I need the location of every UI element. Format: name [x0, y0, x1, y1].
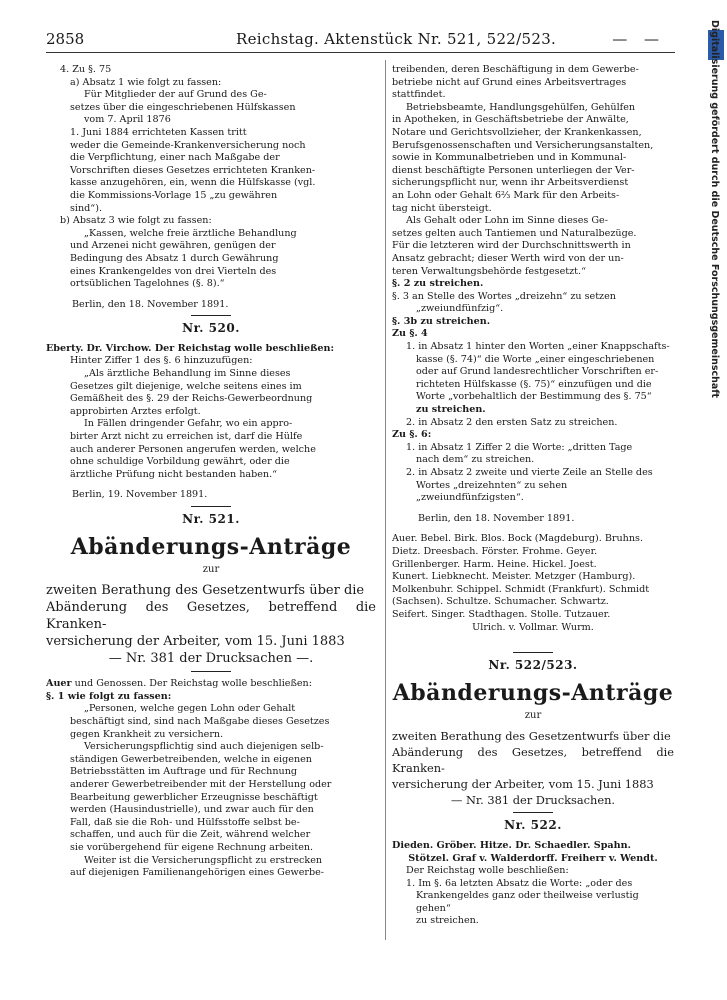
divider [191, 671, 231, 672]
signer-name: Auer [46, 678, 72, 690]
column-divider [385, 60, 386, 940]
subject-line: zweiten Berathung des Gesetzentwurfs über die [392, 729, 671, 744]
text-line: oder auf Grund landesrechtlicher Vorschriften er- [416, 366, 659, 378]
zur-label: zur [202, 563, 220, 575]
signer-line: Ulrich. v. Vollmar. Wurm. [472, 621, 594, 633]
text-line: setzes über die eingeschriebenen Hülfskassen [70, 101, 296, 113]
text-line: ohne schuldige Vorbildung gewährt, oder die [70, 456, 290, 468]
signer-line: Dietz. Dreesbach. Förster. Frohme. Geyer. [392, 545, 598, 557]
section-number: Nr. 520. [182, 321, 240, 336]
header-rule [46, 52, 675, 53]
subject-line: — Nr. 381 der Drucksachen —. [108, 651, 314, 667]
divider [191, 506, 231, 507]
section-title: Abänderungs-Anträge [392, 679, 674, 706]
motion-intro: Dr. Virchow. Der Reichstag wolle beschließen: [86, 342, 335, 354]
divider [513, 652, 553, 653]
text-line: 1. Im §. 6a letzten Absatz die Worte: „oder des [406, 877, 633, 889]
text-line: Betriebsstätten im Auftrage und für Rechnung [70, 766, 298, 778]
text-line: und Arzenei nicht gewähren, genügen der [70, 240, 276, 252]
subject-line: Abänderung des Gesetzes, betreffend die Kranken- [46, 600, 376, 633]
text-line: Vorschriften dieses Gesetzes errichteten Kranken- [70, 164, 316, 176]
text-line: tag nicht übersteigt. [392, 202, 492, 214]
text-line: Für die letzteren wird der Durchschnittswerth in [392, 240, 631, 252]
text-line: approbirten Arztes erfolgt. [70, 405, 201, 417]
page-number: 2858 [46, 30, 85, 48]
text-line: §. 1 wie folgt zu fassen: [46, 690, 172, 702]
subject-line: versicherung der Arbeiter, vom 15. Juni 1883 [392, 777, 654, 792]
text-line: auch anderer Personen angerufen werden, welche [70, 443, 316, 455]
section-title: Abänderungs-Anträge [70, 533, 352, 560]
text-line: auf diejenigen Familienangehörigen eines Gewerbe- [70, 867, 325, 879]
text-line: ständigen Gewerbetreibenden, welche in eigenen [70, 753, 312, 765]
side-note [706, 20, 724, 980]
text-line: ortsüblichen Tagelohnes (§. 8).“ [70, 278, 225, 290]
text-line: an Lohn oder Gehalt 6⅔ Mark für den Arbeits- [392, 189, 620, 201]
text-line: Berufsgenossenschaften und Versicherungsanstalten, [392, 139, 654, 151]
subject-line: zweiten Berathung des Gesetzentwurfs über die [46, 583, 365, 599]
text-line: Wortes „dreizehnten“ zu sehen „zweiundfünfzigsten“. [416, 479, 568, 504]
subject-block [392, 728, 674, 808]
subject-line: versicherung der Arbeiter, vom 15. Juni 1883 [46, 634, 345, 650]
signer-line: Dieden. Gröber. Hitze. Dr. Schaedler. Spahn. [392, 839, 631, 851]
text-line: richteten Hülfskasse (§. 75)“ einzufügen und die [416, 378, 652, 390]
text-line: betriebe nicht auf Grund eines Arbeitsvertrages [392, 76, 627, 88]
text-line: beschäftigt sind, sind nach Maßgabe dieses Gesetzes [70, 715, 330, 727]
signer-line: Seifert. Singer. Stadthagen. Stolle. Tutzauer. [392, 608, 611, 620]
text-line: 2. in Absatz 2 den ersten Satz zu streichen. [406, 416, 618, 428]
text-line: Notare und Gerichtsvollzieher, der Krankenkassen, [392, 126, 642, 138]
text-line: dienst beschäftigte Personen unterliegen der Ver- [392, 164, 635, 176]
text-line: ärztliche Prüfung nicht bestanden haben.“ [70, 468, 278, 480]
text-line: teren Verwaltungsbehörde festgesetzt.“ [392, 265, 586, 277]
text-line: b) Absatz 3 wie folgt zu fassen: [60, 215, 212, 227]
header-title: Reichstag. Aktenstück Nr. 521, 522/523. [236, 30, 557, 48]
text-line: setzes gelten auch Tantiemen und Naturalbezüge. [392, 227, 637, 239]
text-line: sind“). [70, 202, 103, 214]
text-line: treibenden, deren Beschäftigung in dem Gewerbe- [392, 64, 639, 75]
signer-line: Kunert. Liebknecht. Meister. Metzger (Hamburg). [392, 571, 636, 583]
text-line: zu streichen. [416, 915, 479, 927]
text-line: §. 3 an Stelle des Wortes „dreizehn“ zu setzen [392, 290, 616, 302]
divider [191, 315, 231, 316]
text-line: sie vorübergehend für eigene Rechnung arbeiten. [70, 841, 314, 853]
text-line: vom 7. April 1876 [84, 114, 171, 126]
left-column [46, 64, 376, 880]
text-line: Zu §. 6: [392, 429, 432, 441]
text-line: Gemäßheit des §. 29 der Reichs-Gewerbeordnung [70, 393, 313, 405]
signer-line: Grillenberger. Harm. Heine. Hickel. Joest. [392, 558, 597, 570]
subject-line: — Nr. 381 der Drucksachen. [450, 793, 616, 808]
text-line: die Verpflichtung, einer nach Maßgabe der [70, 152, 280, 164]
text-line: „Kassen, welche freie ärztliche Behandlung [84, 227, 297, 239]
right-column [392, 64, 674, 928]
text-line: schaffen, und auch für die Zeit, während welcher [70, 829, 311, 841]
text-line: birter Arzt nicht zu erreichen ist, darf die Hülfe [70, 431, 303, 443]
motion-intro: und Genossen. Der Reichstag wolle beschließen: [74, 678, 312, 690]
text-line: 1. in Absatz 1 Ziffer 2 die Worte: „dritten Tage [406, 441, 633, 453]
text-line: Worte „vorbehaltlich der Bestimmung des §. 75“ [416, 391, 652, 403]
section-number: Nr. 521. [182, 512, 240, 526]
text-line: sicherungspflicht nur, wenn ihr Arbeitsverdienst [392, 177, 629, 189]
text-line: anderer Gewerbetreibender mit der Herstellung oder [70, 778, 332, 790]
text-line: stattfindet. [392, 89, 446, 101]
text-line: Bearbeitung gewerblicher Erzeugnisse beschäftigt [70, 791, 318, 803]
text-line: Als Gehalt oder Lohn im Sinne dieses Ge- [406, 215, 608, 227]
text-line: Weiter ist die Versicherungspflicht zu erstrecken [84, 854, 323, 866]
date-line: Berlin, den 18. November 1891. [418, 512, 575, 524]
text-line: die Kommissions-Vorlage 15 „zu gewähren [70, 189, 278, 201]
text-line: Der Reichstag wolle beschließen: [406, 865, 569, 877]
text-line: Gesetzes gilt diejenige, welche seitens eines im [70, 380, 302, 392]
text-line: „Personen, welche gegen Lohn oder Gehalt [84, 703, 296, 715]
text-line: Hinter Ziffer 1 des §. 6 hinzuzufügen: [70, 355, 253, 367]
text-line: „zweiundfünfzig“. [416, 303, 504, 315]
text-line: §. 3b zu streichen. [392, 315, 491, 327]
text-line: eines Krankengeldes von drei Vierteln des [70, 265, 277, 277]
text-line: 4. Zu §. 75 [60, 64, 112, 75]
signer-line: (Sachsen). Schultze. Schumacher. Schwartz. [392, 596, 609, 608]
text-line: Zu §. 4 [392, 328, 428, 340]
text-line: kasse anzugehören, ein, wenn die Hülfskasse (vgl. [70, 177, 316, 189]
date-line: Berlin, den 18. November 1891. [72, 298, 229, 310]
text-line: Krankengeldes ganz oder theilweise verlustig gehen“ [416, 890, 639, 914]
signer-name: Eberty. [46, 342, 84, 354]
subject-line: Abänderung des Gesetzes, betreffend die Kranken- [392, 745, 674, 776]
text-line: 2. in Absatz 2 zweite und vierte Zeile an Stelle des [406, 467, 653, 478]
text-line: zu streichen. [416, 404, 486, 416]
text-line: 1. in Absatz 1 hinter den Worten „einer Knappschafts- [406, 341, 670, 353]
page-header [46, 30, 675, 50]
text-line: 1. Juni 1884 errichteten Kassen tritt [70, 126, 247, 138]
section-number: Nr. 522/523. [488, 658, 578, 673]
subject-block [46, 582, 376, 667]
header-dashes: — — [612, 30, 665, 48]
text-line: Betriebsbeamte, Handlungsgehülfen, Gehülfen [406, 101, 636, 113]
text-line: §. 2 zu streichen. [392, 278, 484, 290]
text-line: nach dem“ zu streichen. [416, 454, 535, 466]
text-line: werden (Hausindustrielle), und zwar auch für den [70, 804, 314, 816]
text-line: In Fällen dringender Gefahr, wo ein appro- [84, 418, 293, 430]
text-line: Für Mitglieder der auf Grund des Ge- [84, 89, 267, 101]
text-line: in Apotheken, in Geschäftsbetriebe der Anwälte, [392, 114, 629, 126]
text-line: Versicherungspflichtig sind auch diejenigen selb- [84, 741, 324, 753]
text-line: Bedingung des Absatz 1 durch Gewährung [70, 252, 279, 264]
text-line: kasse (§. 74)“ die Worte „einer eingeschriebenen [416, 353, 655, 365]
divider [513, 812, 553, 813]
text-line: sowie in Kommunalbetrieben und in Kommunal- [392, 152, 627, 164]
text-line: „Als ärztliche Behandlung im Sinne dieses [84, 368, 291, 380]
text-line: gegen Krankheit zu versichern. [70, 728, 224, 740]
zur-label: zur [524, 709, 542, 721]
text-line: Fall, daß sie die Roh- und Hülfsstoffe selbst be- [70, 816, 300, 828]
date-line: Berlin, 19. November 1891. [72, 489, 208, 501]
text-line: Ansatz gebracht; dieser Werth wird von der un- [392, 252, 624, 264]
side-note-text: Digitalisierung gefördert durch die Deutsche Forschungsgemeinschaft [709, 20, 720, 398]
text-line: weder die Gemeinde-Krankenversicherung noch [70, 139, 306, 151]
signer-line: Molkenbuhr. Schippel. Schmidt (Frankfurt). Schmidt [392, 583, 650, 595]
signer-line: Stötzel. Graf v. Walderdorff. Freiherr v. Wendt. [408, 852, 658, 864]
section-number: Nr. 522. [504, 818, 562, 833]
signer-line: Auer. Bebel. Birk. Blos. Bock (Magdeburg). Bruhns. [392, 533, 644, 545]
text-line: a) Absatz 1 wie folgt zu fassen: [70, 76, 222, 88]
